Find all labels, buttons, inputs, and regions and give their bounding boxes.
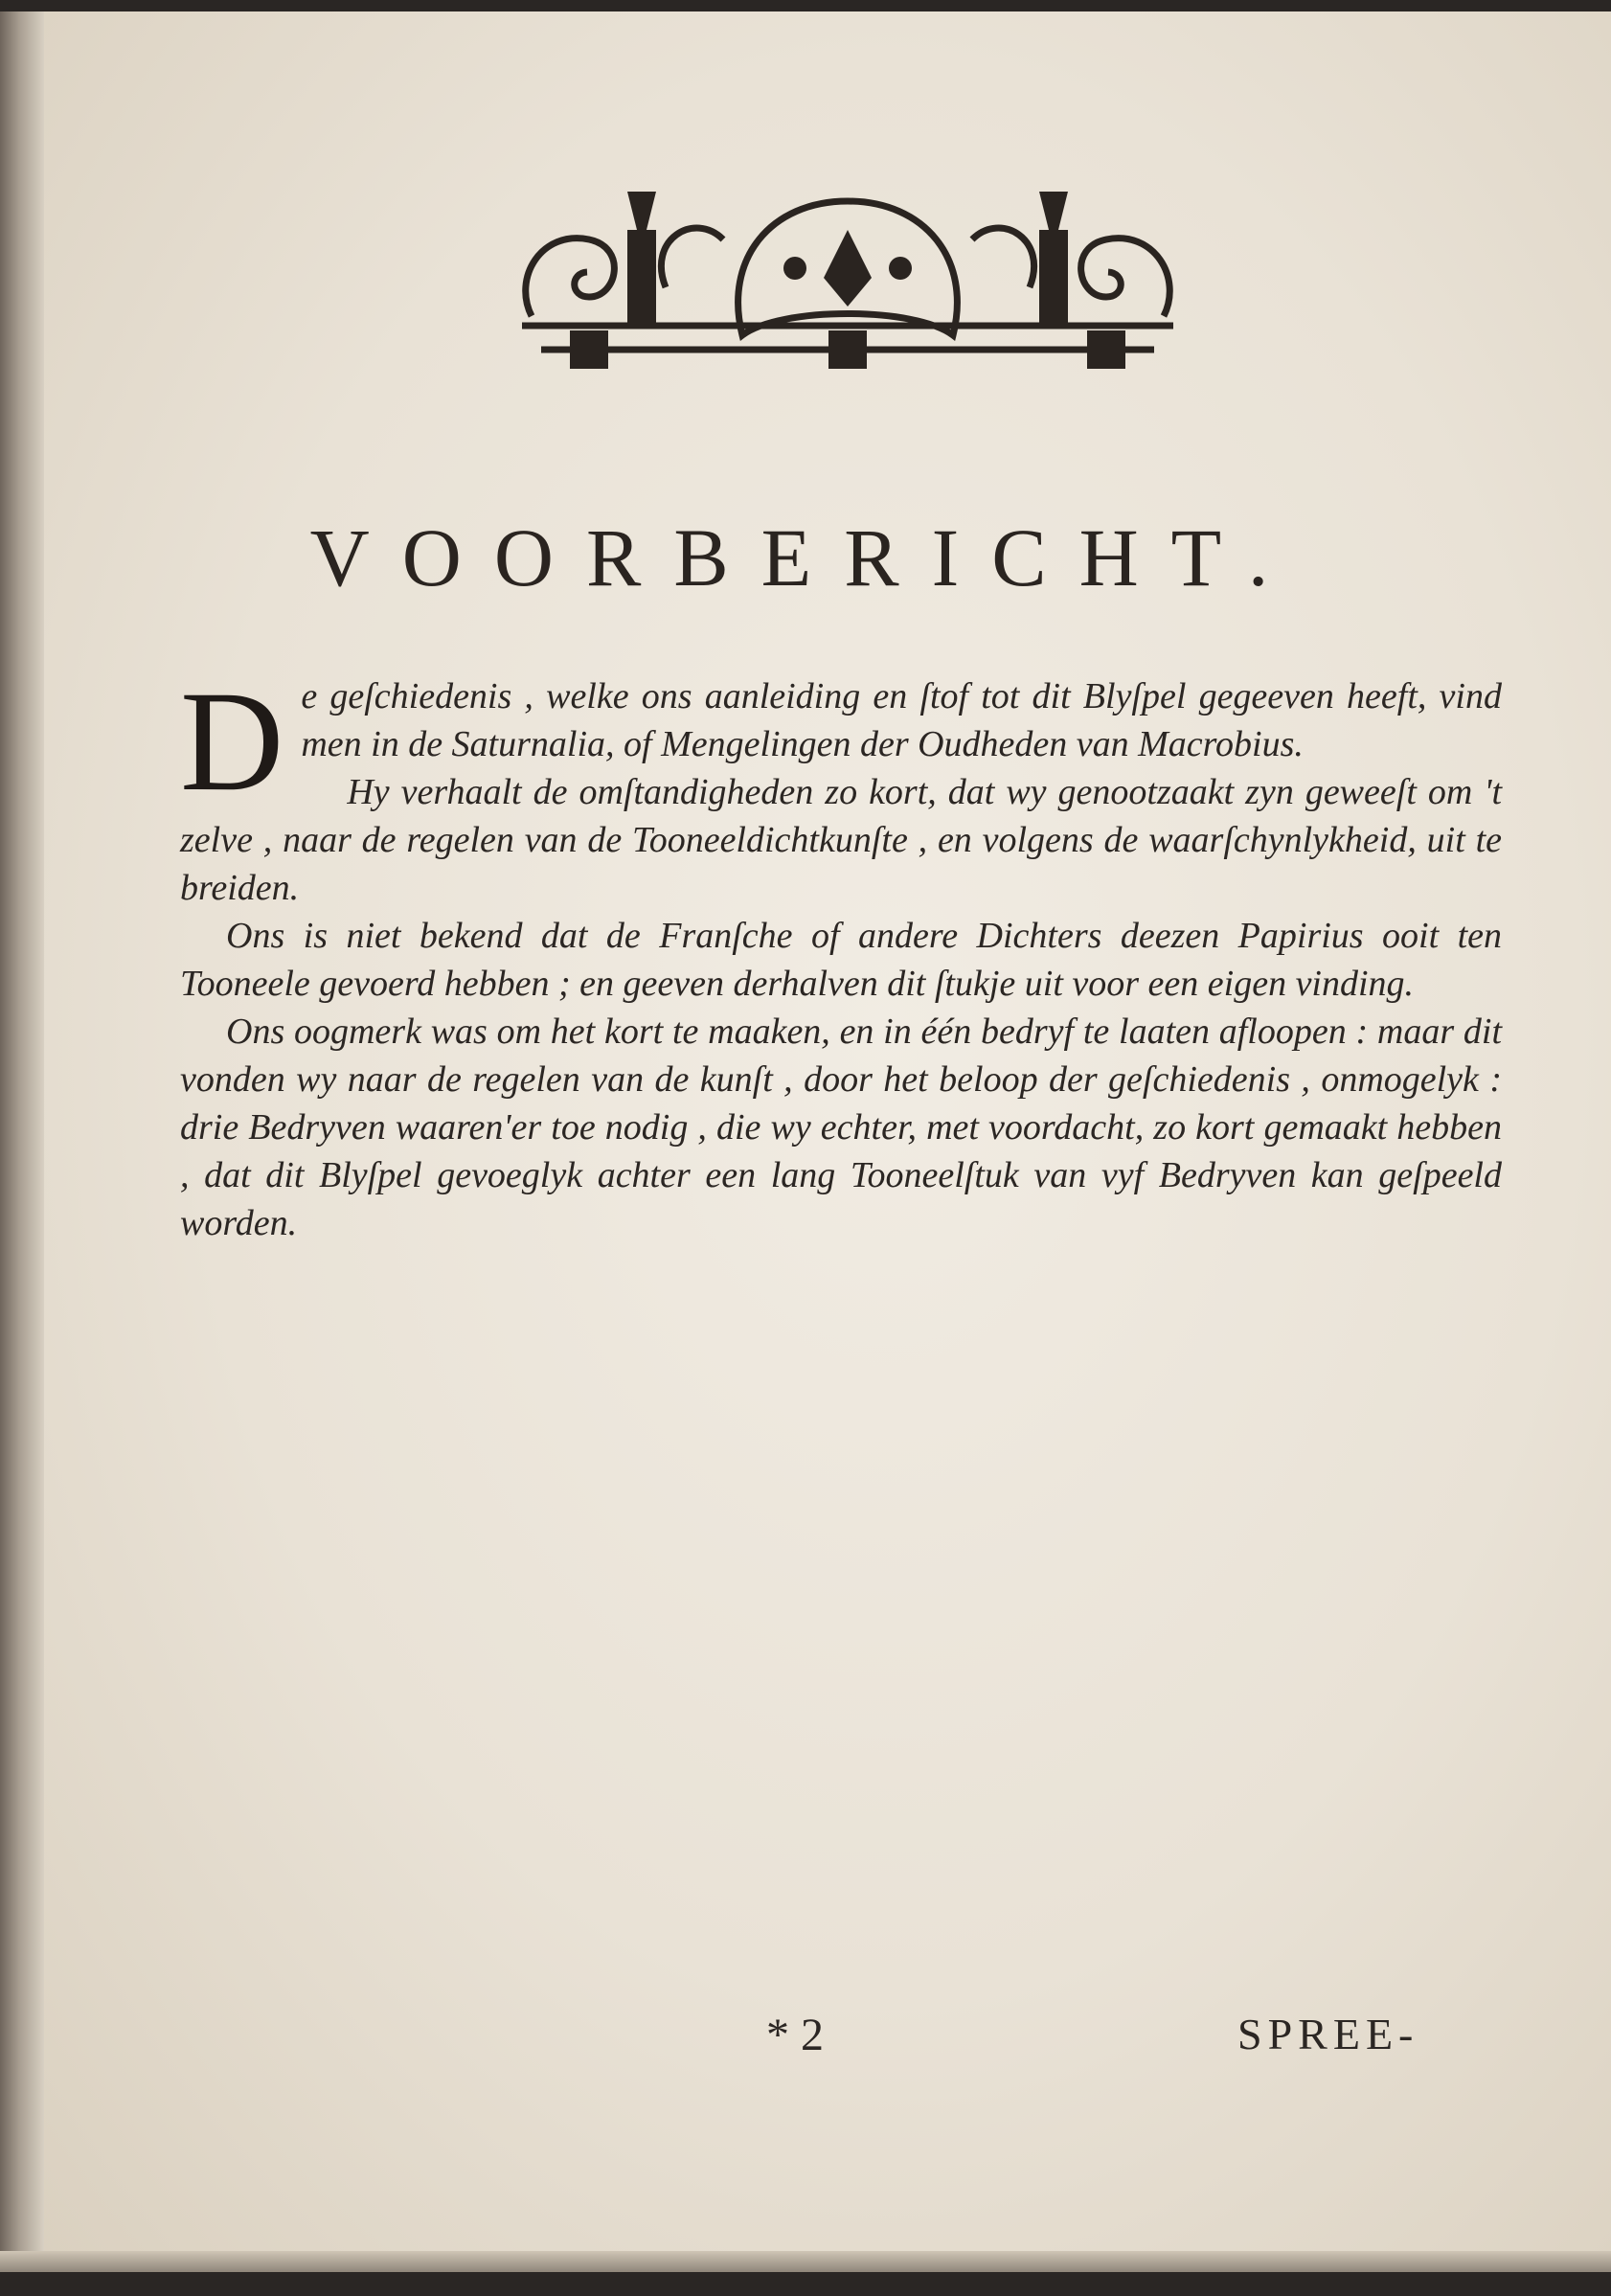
paragraph-1 bbox=[180, 662, 1502, 821]
page-title: VOORBERICHT. bbox=[309, 511, 1302, 603]
drop-cap: D bbox=[180, 662, 284, 821]
preface-text bbox=[180, 662, 1502, 1247]
catchword: SPREE- bbox=[1237, 2010, 1419, 2058]
page-bottom-edge bbox=[0, 2251, 1611, 2272]
headpiece-ornament bbox=[503, 172, 1192, 372]
paragraph-1-text: e geſchiedenis , welke ons aanleiding en ſtof tot dit Blyſpel gegeeven heeft, vind men in de Saturnalia, of Mengelingen der Oudheden van Macrobius. bbox=[301, 676, 1502, 764]
paragraph-3: Ons is niet bekend dat de Franſche of andere Dichters deezen Papirius ooit ten Tooneele gevoerd hebben ; en geeven derhalven dit ſtukje uit voor een eigen vinding. bbox=[180, 916, 1502, 1004]
paragraph-2: Hy verhaalt de omſtandigheden zo kort, dat wy genootzaakt zyn geweeſt om 't zelve , naar de regelen van de Tooneeldichtkunſte , en volgens de waarſchynlykheid, uit te breiden. bbox=[180, 772, 1502, 908]
signature-mark: * 2 bbox=[766, 2010, 824, 2060]
book-page bbox=[0, 11, 1611, 2272]
page-gutter bbox=[0, 11, 44, 2272]
paragraph-4: Ons oogmerk was om het kort te maaken, en in één bedryf te laaten afloopen : maar dit vonden wy naar de regelen van de kunſt , door het beloop der geſchiedenis , onmogelyk : drie Bedryven waaren'er toe nodig , die wy echter, met voordacht, zo kort gemaakt hebben , dat dit Blyſpel gevoeglyk achter een lang Tooneelſtuk van vyf Bedryven kan geſpeeld worden. bbox=[180, 1012, 1502, 1243]
